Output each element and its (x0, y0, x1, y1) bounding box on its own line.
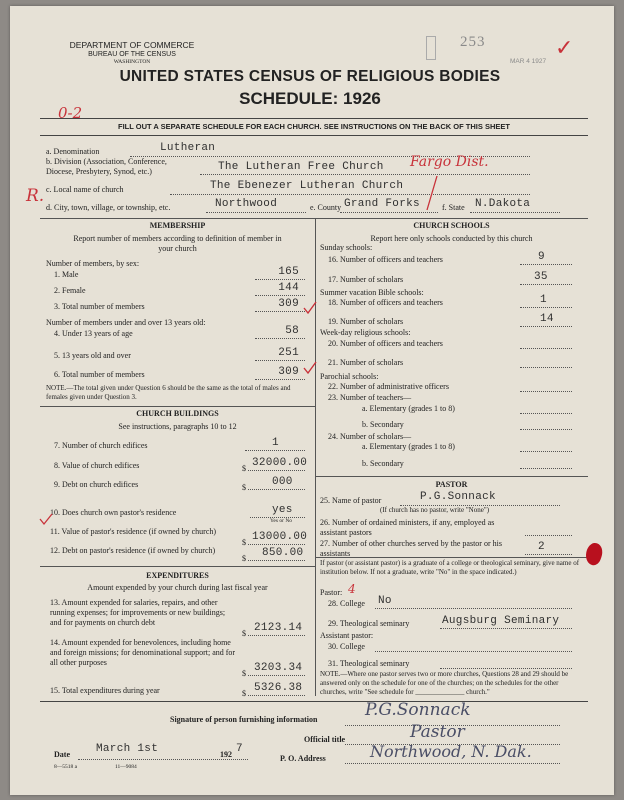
address-label: P. O. Address (280, 754, 326, 763)
q5-label: 5. 13 years old and over (54, 351, 131, 360)
weekday-label: Week-day religious schools: (320, 328, 411, 337)
year-digit: 7 (236, 743, 243, 755)
q2-line (255, 295, 305, 296)
q20-line (520, 348, 572, 349)
city-line (206, 212, 306, 213)
q14-value: 3203.34 (254, 662, 303, 674)
q31-line (440, 668, 572, 669)
instruction-rule (40, 135, 588, 136)
q19-line (520, 326, 572, 327)
county-value: Grand Forks (344, 198, 420, 210)
q1-line (255, 279, 305, 280)
q3-value: 309 (278, 298, 299, 310)
schools-rule (315, 476, 588, 477)
q18-line (520, 307, 572, 308)
clip-mark (426, 36, 436, 60)
q28-value: No (378, 595, 392, 607)
official-title-value: Pastor (410, 722, 465, 742)
q25-note: (If church has no pastor, write "None") (380, 506, 490, 514)
red-tick-2 (304, 362, 316, 373)
pastor-note: NOTE.—Where one pastor serves two or more churches, Questions 28 and 29 should be answered only on the schedule for one of the churches; on the schedules for the other churches, write "See schedule for ______________ church." (320, 670, 569, 696)
q4-label: 4. Under 13 years of age (54, 329, 133, 338)
q16-value: 9 (538, 251, 545, 263)
buildings-sub: See instructions, paragraphs 10 to 12 (118, 422, 237, 431)
q22-line (520, 391, 572, 392)
denomination-value: Lutheran (160, 142, 216, 154)
q14-line (248, 675, 305, 676)
q24a-line (520, 451, 572, 452)
membership-intro: Report number of members according to definition of member in your church (73, 234, 282, 253)
q9-line (248, 489, 305, 490)
yes-no-hint: Yes or No (270, 518, 293, 524)
pastor-heading: PASTOR (435, 480, 468, 489)
q6-line (255, 379, 305, 380)
signature-value: P.G.Sonnack (365, 700, 471, 720)
q28-label: 28. College (328, 599, 365, 608)
q13-label: 13. Amount expended for salaries, repairs, and other running expenses; for improvements or new buildings; and for payments on church debt (50, 598, 226, 627)
q29-value: Augsburg Seminary (442, 615, 560, 627)
q18-value: 1 (540, 294, 547, 306)
city-value: Northwood (215, 198, 278, 210)
q8-label: 8. Value of church edifices (54, 461, 140, 470)
q16-line (520, 264, 572, 265)
official-title-label: Official title (304, 735, 346, 744)
q14-dollar: $ (242, 669, 246, 678)
census-form-sheet (10, 6, 614, 795)
q9-value: 000 (272, 476, 293, 488)
q5-line (255, 360, 305, 361)
form-number-2: 11—9084 (115, 764, 137, 770)
membership-note: NOTE.—The total given under Question 6 should be the same as the total of males and females given under Question 3. (46, 384, 291, 401)
division-red-note: Fargo Dist. (410, 154, 489, 170)
q9-dollar: $ (242, 483, 246, 492)
form-number: 8—5518 a (54, 764, 78, 770)
q22-label: 22. Number of administrative officers (328, 382, 449, 391)
q25-label: 25. Name of pastor (320, 496, 382, 505)
q19-value: 14 (540, 313, 554, 325)
signature-label: Signature of person furnishing information (170, 715, 318, 724)
by-age-label: Number of members under and over 13 years old: (46, 318, 206, 327)
summer-label: Summer vacation Bible schools: (320, 288, 424, 297)
q23a-label: a. Elementary (grades 1 to 8) (362, 404, 455, 413)
membership-heading: MEMBERSHIP (149, 221, 206, 230)
q12-dollar: $ (242, 554, 246, 563)
q28-line (375, 608, 572, 609)
denomination-label: a. Denomination (46, 147, 100, 156)
q21-line (520, 367, 572, 368)
red-tick-q11 (38, 511, 58, 531)
state-value: N.Dakota (475, 198, 531, 210)
q31-label: 31. Theological seminary (328, 659, 410, 668)
q9-label: 9. Debt on church edifices (54, 480, 139, 489)
q6-label: 6. Total number of members (54, 370, 145, 379)
q12-label: 12. Debt on pastor's residence (if owned by church) (50, 546, 216, 555)
division-value: The Lutheran Free Church (218, 161, 384, 173)
q2-value: 144 (278, 282, 299, 294)
ident-rule (40, 218, 588, 219)
buildings-rule (40, 566, 315, 567)
red-wax-mark (583, 541, 606, 567)
q11-value: 13000.00 (252, 531, 308, 543)
q5-value: 251 (278, 347, 299, 359)
footer-rule (40, 701, 588, 702)
column-divider (315, 218, 316, 696)
red-r-mark: R. (26, 186, 45, 206)
q16-label: 16. Number of officers and teachers (328, 255, 443, 264)
q27-value: 2 (538, 541, 545, 553)
q7-label: 7. Number of church edifices (54, 441, 148, 450)
received-stamp: MAR 4 1927 (510, 58, 547, 65)
q11-line (248, 544, 305, 545)
division-line (200, 174, 530, 175)
q24-label: 24. Number of scholars— (328, 432, 412, 441)
schools-intro: Report here only schools conducted by this church (370, 234, 533, 243)
q3-label: 3. Total number of members (54, 302, 145, 311)
date-value: March 1st (96, 743, 159, 755)
q12-value: 850.00 (262, 547, 304, 559)
red-slash (405, 174, 445, 214)
q10-value: yes (272, 504, 293, 516)
q11-label: 11. Value of pastor's residence (if owned by church) (50, 527, 217, 536)
red-check-mark: ✓ (555, 36, 574, 61)
q1-label: 1. Male (54, 270, 79, 279)
pastor-red-mark: 4 (348, 582, 356, 596)
local-name-line (170, 194, 530, 195)
by-sex-label: Number of members, by sex: (46, 259, 140, 268)
q13-line (248, 635, 305, 636)
division-label: b. Division (Association, Conference, Diocese, Presbytery, Synod, etc.) (46, 157, 167, 176)
local-name-label: c. Local name of church (46, 185, 124, 194)
q26-label: 26. Number of ordained ministers, if any, employed as assistant pastors (320, 518, 495, 537)
header-rule (40, 118, 588, 119)
q30-label: 30. College (328, 642, 365, 651)
pastor-rule (315, 557, 588, 558)
q17-label: 17. Number of scholars (328, 275, 404, 284)
bureau-label: BUREAU OF THE CENSUS (88, 51, 176, 58)
q15-label: 15. Total expenditures during year (50, 686, 160, 695)
q7-value: 1 (272, 437, 279, 449)
q14-label: 14. Amount expended for benevolences, including home and foreign missions; for denominational support; and for all other purposes (50, 638, 236, 667)
expenditures-heading: EXPENDITURES (146, 571, 209, 580)
q6-value: 309 (278, 366, 299, 378)
membership-rule (40, 406, 315, 407)
red-tick-1 (304, 302, 316, 313)
q3-line (255, 311, 305, 312)
stamp-number: 253 (460, 34, 486, 50)
red-code-annotation: 0-2 (58, 104, 83, 122)
address-line (345, 763, 560, 764)
q18-label: 18. Number of officers and teachers (328, 298, 443, 307)
expenditures-sub: Amount expended by your church during last fiscal year (87, 583, 268, 592)
instruction-line: FILL OUT A SEPARATE SCHEDULE FOR EACH CHURCH. SEE INSTRUCTIONS ON THE BACK OF THIS SHEET (118, 122, 510, 131)
q8-line (248, 470, 305, 471)
schedule-title: SCHEDULE: 1926 (239, 89, 381, 108)
date-label: Date (54, 750, 70, 759)
red-tick-marks (300, 296, 330, 386)
q20-label: 20. Number of officers and teachers (328, 339, 443, 348)
q24b-label: b. Secondary (362, 459, 404, 468)
q29-label: 29. Theological seminary (328, 619, 410, 628)
city-label: WASHINGTON (113, 59, 151, 65)
q1-value: 165 (278, 266, 299, 278)
q23-label: 23. Number of teachers— (328, 393, 412, 402)
q30-line (375, 651, 572, 652)
buildings-heading: CHURCH BUILDINGS (136, 409, 219, 418)
q7-line (245, 450, 305, 451)
q15-value: 5326.38 (254, 682, 303, 694)
q15-dollar: $ (242, 689, 246, 698)
red-slash-line (427, 176, 437, 210)
q11-dollar: $ (242, 538, 246, 547)
q19-label: 19. Number of scholars (328, 317, 404, 326)
q4-value: 58 (285, 325, 299, 337)
q13-value: 2123.14 (254, 622, 303, 634)
q24a-label: a. Elementary (grades 1 to 8) (362, 442, 455, 451)
q27-label: 27. Number of other churches served by the pastor or his assistants (320, 539, 502, 558)
q17-line (520, 284, 572, 285)
sunday-label: Sunday schools: (320, 243, 373, 252)
q23a-line (520, 413, 572, 414)
q27-line (525, 554, 572, 555)
q23b-label: b. Secondary (362, 420, 404, 429)
q2-label: 2. Female (54, 286, 86, 295)
q25-value: P.G.Sonnack (420, 491, 496, 503)
q23b-line (520, 429, 572, 430)
red-tick-3 (40, 514, 52, 524)
q10-label: 10. Does church own pastor's residence (50, 508, 177, 517)
q8-dollar: $ (242, 464, 246, 473)
schools-heading: CHURCH SCHOOLS (413, 221, 490, 230)
q29-line (440, 628, 572, 629)
q4-line (255, 338, 305, 339)
asst-label: Assistant pastor: (320, 631, 374, 640)
county-label: e. County (310, 203, 342, 212)
q26-line (525, 535, 572, 536)
parochial-label: Parochial schools: (320, 372, 379, 381)
state-line (470, 212, 560, 213)
q15-line (248, 695, 305, 696)
city-field-label: d. City, town, village, or township, etc. (46, 203, 171, 212)
local-name-value: The Ebenezer Lutheran Church (210, 180, 404, 192)
pastor-sub-label: Pastor: (320, 588, 343, 597)
q21-label: 21. Number of scholars (328, 358, 404, 367)
dept-label: DEPARTMENT OF COMMERCE (69, 40, 195, 50)
q12-line (248, 560, 305, 561)
q13-dollar: $ (242, 629, 246, 638)
state-label: f. State (442, 203, 465, 212)
year-prefix: 192 (220, 750, 232, 759)
q24b-line (520, 468, 572, 469)
address-value: Northwood, N. Dak. (370, 742, 532, 761)
q8-value: 32000.00 (252, 457, 308, 469)
graduate-note: If pastor (or assistant pastor) is a graduate of a college or theological seminary, give name of institution below. If not a graduate, write "No" in the space indicated.) (320, 559, 580, 576)
q17-value: 35 (534, 271, 548, 283)
form-title: UNITED STATES CENSUS OF RELIGIOUS BODIES (119, 68, 501, 85)
